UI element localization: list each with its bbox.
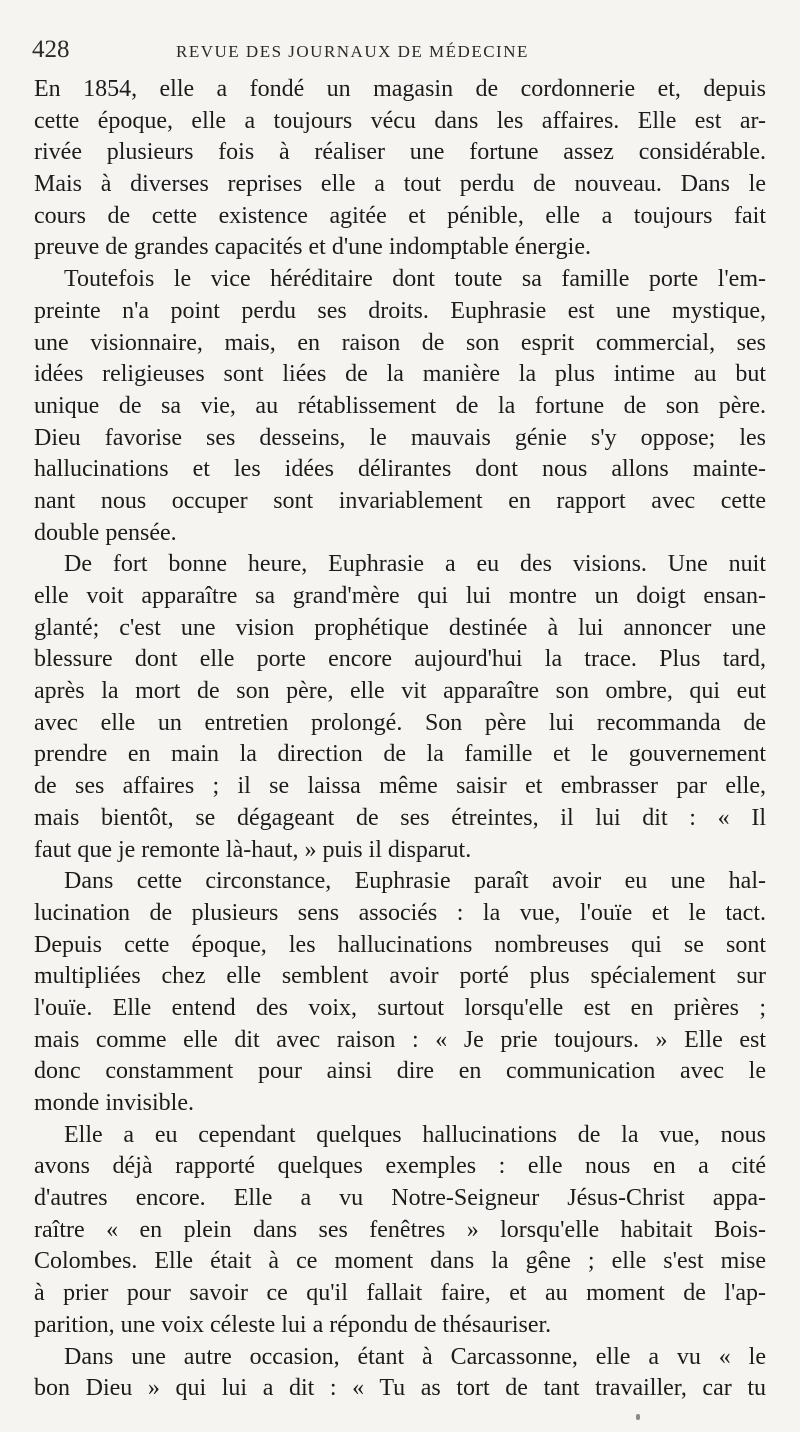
running-head: REVUE DES JOURNAUX DE MÉDECINE — [176, 42, 529, 61]
text-line: preuve de grandes capacités et d'une indomptable énergie. — [34, 234, 591, 261]
text-line: avec elle un entretien prolongé. Son père lui recommanda de — [34, 709, 766, 736]
text-line: parition, une voix céleste lui a répondu de thésauriser. — [34, 1311, 552, 1338]
text-line: une visionnaire, mais, en raison de son esprit commercial, ses — [34, 329, 766, 356]
text-line: cours de cette existence agitée et pénible, elle a toujours fait — [34, 202, 766, 229]
text-line: Dieu favorise ses desseins, le mauvais génie s'y oppose; les — [34, 424, 766, 451]
text-line: faut que je remonte là-haut, » puis il disparut. — [34, 836, 472, 863]
text-line: De fort bonne heure, Euphrasie a eu des visions. Une nuit — [64, 551, 766, 578]
text-line: elle voit apparaître sa grand'mère qui lui montre un doigt ensan- — [34, 583, 766, 609]
page-number: 428 — [32, 36, 70, 63]
text-line: double pensée. — [34, 519, 177, 546]
text-line: à prier pour savoir ce qu'il fallait faire, et au moment de l'ap- — [34, 1280, 766, 1307]
text-line: glanté; c'est une vision prophétique destinée à lui annoncer une — [34, 614, 766, 641]
text-line: mais bientôt, se dégageant de ses étreintes, il lui dit : « Il — [34, 804, 766, 831]
text-line: blessure dont elle porte encore aujourd'hui la trace. Plus tard, — [34, 646, 766, 673]
text-line: avons déjà rapporté quelques exemples : elle nous en a cité — [34, 1153, 766, 1180]
text-line: monde invisible. — [34, 1090, 194, 1116]
text-line: Elle a eu cependant quelques hallucinations de la vue, nous — [64, 1121, 766, 1148]
text-line: raître « en plein dans ses fenêtres » lorsqu'elle habitait Bois- — [34, 1216, 766, 1243]
text-line: prendre en main la direction de la famille et le gouvernement — [34, 741, 766, 768]
text-line: de ses affaires ; il se laissa même saisir et embrasser par elle, — [34, 773, 766, 800]
text-line: après la mort de son père, elle vit apparaître son ombre, qui eut — [34, 678, 766, 705]
text-line: d'autres encore. Elle a vu Notre-Seigneur Jésus-Christ appa- — [34, 1185, 766, 1212]
text-line: hallucinations et les idées délirantes dont nous allons mainte- — [34, 456, 766, 483]
print-speck — [636, 1414, 640, 1420]
text-line: l'ouïe. Elle entend des voix, surtout lorsqu'elle est en prières ; — [34, 994, 766, 1021]
text-line: En 1854, elle a fondé un magasin de cordonnerie et, depuis — [34, 76, 766, 102]
text-line: multipliées chez elle semblent avoir porté plus spécialement sur — [34, 963, 766, 990]
text-line: bon Dieu » qui lui a dit : « Tu as tort de tant travailler, car tu — [34, 1375, 766, 1402]
text-line: nant nous occuper sont invariablement en rapport avec cette — [34, 487, 766, 514]
text-line: mais comme elle dit avec raison : « Je prie toujours. » Elle est — [34, 1026, 766, 1053]
page-header — [30, 36, 770, 68]
text-line: Dans une autre occasion, étant à Carcassonne, elle a vu « le — [64, 1343, 766, 1370]
text-line: Mais à diverses reprises elle a tout perdu de nouveau. Dans le — [34, 171, 766, 198]
text-line: donc constamment pour ainsi dire en communication avec le — [34, 1058, 766, 1085]
text-line: lucination de plusieurs sens associés : la vue, l'ouïe et le tact. — [34, 899, 766, 926]
text-line: cette époque, elle a toujours vécu dans les affaires. Elle est ar- — [34, 107, 766, 134]
text-line: Dans cette circonstance, Euphrasie paraît avoir eu une hal- — [64, 868, 766, 895]
text-line: Toutefois le vice héréditaire dont toute sa famille porte l'em- — [64, 266, 766, 293]
text-line: Colombes. Elle était à ce moment dans la gêne ; elle s'est mise — [34, 1248, 766, 1275]
body-text — [34, 74, 766, 1405]
text-line: idées religieuses sont liées de la manière la plus intime au but — [34, 361, 766, 388]
text-line: preinte n'a point perdu ses droits. Euphrasie est une mystique, — [34, 297, 766, 324]
text-line: Depuis cette époque, les hallucinations nombreuses qui se sont — [34, 931, 766, 958]
text-line: rivée plusieurs fois à réaliser une fortune assez considérable. — [34, 139, 766, 166]
text-line: unique de sa vie, au rétablissement de la fortune de son père. — [34, 392, 766, 419]
